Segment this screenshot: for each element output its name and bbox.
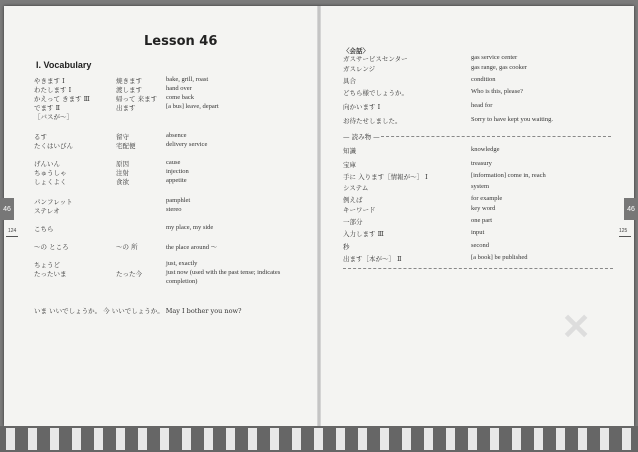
binding-ring	[424, 428, 433, 450]
vocab-en: my place, my side	[166, 224, 214, 231]
binding-ring	[468, 428, 477, 450]
binding-ring	[600, 428, 609, 450]
binding-ring	[94, 428, 103, 450]
vocab-jp: 宝庫	[343, 161, 356, 169]
page-number-rule	[6, 236, 18, 237]
vocab-jp: 例えば	[343, 196, 363, 204]
vocab-jp: 入力します Ⅲ	[343, 230, 384, 238]
vocab-en: Sorry to have kept you waiting.	[471, 116, 553, 123]
vocab-en: one part	[471, 217, 493, 224]
vocab-jp: わたします Ⅰ	[34, 86, 72, 94]
vocab-jp: でます Ⅱ	[34, 104, 60, 112]
vocab-en: just, exactly	[166, 260, 198, 267]
binding-ring	[380, 428, 389, 450]
vocab-kanji: たった今	[116, 270, 142, 278]
vocab-en: completion)	[166, 278, 198, 285]
vocab-en: come back	[166, 94, 194, 101]
vocab-en: pamphlet	[166, 197, 191, 204]
vocab-en: delivery service	[166, 141, 208, 148]
vocab-kanji: 焼きます	[116, 77, 142, 85]
vocab-jp: ちゅうしゃ	[34, 169, 67, 177]
vocab-en: [a book] be published	[471, 254, 528, 261]
vocab-en: stereo	[166, 206, 182, 213]
binding-ring	[248, 428, 257, 450]
vocab-kanji: 原因	[116, 160, 129, 168]
vocab-en: hand over	[166, 85, 192, 92]
vocab-jp: たったいま	[34, 270, 67, 278]
vocab-jp: 秒	[343, 243, 350, 251]
faint-watermark: ✕	[561, 306, 592, 348]
binding-ring	[28, 428, 37, 450]
vocab-en: cause	[166, 159, 181, 166]
binding-ring	[446, 428, 455, 450]
binding-ring	[50, 428, 59, 450]
binding-ring	[160, 428, 169, 450]
lesson-tab-right: 46	[624, 198, 638, 220]
vocab-en: input	[471, 229, 485, 236]
reading-end-divider	[343, 268, 613, 269]
vocab-en: injection	[166, 168, 189, 175]
binding-ring	[556, 428, 565, 450]
vocab-en: treasury	[471, 160, 492, 167]
vocab-jp: 一部分	[343, 218, 363, 226]
vocab-jp: るす	[34, 133, 47, 141]
vocab-en: [information] come in, reach	[471, 172, 546, 179]
vocab-en: [a bus] leave, depart	[166, 103, 219, 110]
vocab-kanji: 食欲	[116, 178, 129, 186]
vocab-en: system	[471, 183, 490, 190]
vocab-jp: かえって きます Ⅲ	[34, 95, 90, 103]
vocab-jp: しょくよく	[34, 178, 67, 186]
binding-ring	[336, 428, 345, 450]
vocab-jp: どちら様でしょうか。	[343, 89, 408, 97]
vocab-en: key word	[471, 205, 496, 212]
vocab-en: head for	[471, 102, 493, 109]
section-title: I. Vocabulary	[36, 60, 92, 70]
vocab-en: the place around ～	[166, 244, 218, 251]
binding-ring	[534, 428, 543, 450]
binding-ring	[490, 428, 499, 450]
vocab-en: for example	[471, 195, 503, 202]
vocab-en: condition	[471, 76, 496, 83]
vocab-kanji: 留守	[116, 133, 129, 141]
vocab-kanji: 出ます	[116, 104, 136, 112]
binding-ring	[6, 428, 15, 450]
vocab-kanji: 帰って 来ます	[116, 95, 158, 103]
vocab-kanji: 宅配便	[116, 142, 136, 150]
right-page	[321, 6, 634, 426]
vocab-jp: 具合	[343, 77, 356, 85]
binding-ring	[578, 428, 587, 450]
binding-ring	[204, 428, 213, 450]
vocab-en: appetite	[166, 177, 187, 184]
vocab-jp: お待たせしました。	[343, 117, 402, 125]
vocab-jp: 向かいます Ⅰ	[343, 103, 381, 111]
vocab-jp: ステレオ	[34, 207, 60, 215]
binding-ring	[292, 428, 301, 450]
closing-phrase: いま いいでしょうか。 今 いいでしょうか。 May I bother you now?	[34, 307, 242, 315]
vocab-jp: ［バスが～］	[34, 113, 73, 121]
binding-ring	[270, 428, 279, 450]
vocab-jp: たくはいびん	[34, 142, 73, 150]
binding-ring	[622, 428, 631, 450]
vocab-jp: やきます Ⅰ	[34, 77, 65, 85]
left-page	[4, 6, 317, 426]
vocab-jp: 知識	[343, 147, 356, 155]
binding-ring	[402, 428, 411, 450]
binding-ring	[226, 428, 235, 450]
vocab-en: second	[471, 242, 490, 249]
binding-ring	[314, 428, 323, 450]
vocab-jp: ～の ところ	[34, 243, 69, 251]
vocab-jp: ガスレンジ	[343, 65, 376, 73]
page-number-rule-right	[619, 236, 631, 237]
vocab-en: bake, grill, roast	[166, 76, 209, 83]
vocab-en: knowledge	[471, 146, 500, 153]
conversation-header: 〈会話〉	[343, 47, 369, 55]
lesson-title: Lesson 46	[144, 34, 218, 49]
vocab-en: gas service center	[471, 54, 518, 61]
vocab-jp: 出ます［本が～］ Ⅱ	[343, 255, 402, 263]
reading-header: — 読み物 —	[343, 133, 380, 141]
vocab-jp: ちょうど	[34, 261, 60, 269]
vocab-jp: げんいん	[34, 160, 60, 168]
vocab-kanji: 注射	[116, 169, 129, 177]
book-spread	[4, 6, 634, 426]
binding-ring	[138, 428, 147, 450]
vocab-jp: システム	[343, 184, 369, 192]
vocab-jp: パンフレット	[34, 198, 73, 206]
binding-ring	[512, 428, 521, 450]
binding-ring	[358, 428, 367, 450]
lesson-tab-left: 46	[0, 198, 14, 220]
vocab-en: just now (used with the past tense; indicates	[166, 269, 281, 276]
vocab-jp: 手に 入ります［情報が～］ Ⅰ	[343, 173, 428, 181]
vocab-jp: ガスサービスセンター	[343, 55, 408, 63]
vocab-jp: こちら	[34, 225, 54, 233]
vocab-kanji: 渡します	[116, 86, 142, 94]
binding-ring	[116, 428, 125, 450]
vocab-en: gas range, gas cooker	[471, 64, 527, 71]
vocab-jp: キーワード	[343, 206, 376, 214]
reading-divider	[381, 136, 611, 137]
vocab-kanji: ～の 所	[116, 243, 138, 251]
page-number-right: 125	[619, 228, 628, 234]
page-number-left: 124	[8, 228, 17, 234]
binding-ring	[72, 428, 81, 450]
vocab-en: Who is this, please?	[471, 88, 523, 95]
vocab-en: absence	[166, 132, 187, 139]
binding-ring	[182, 428, 191, 450]
